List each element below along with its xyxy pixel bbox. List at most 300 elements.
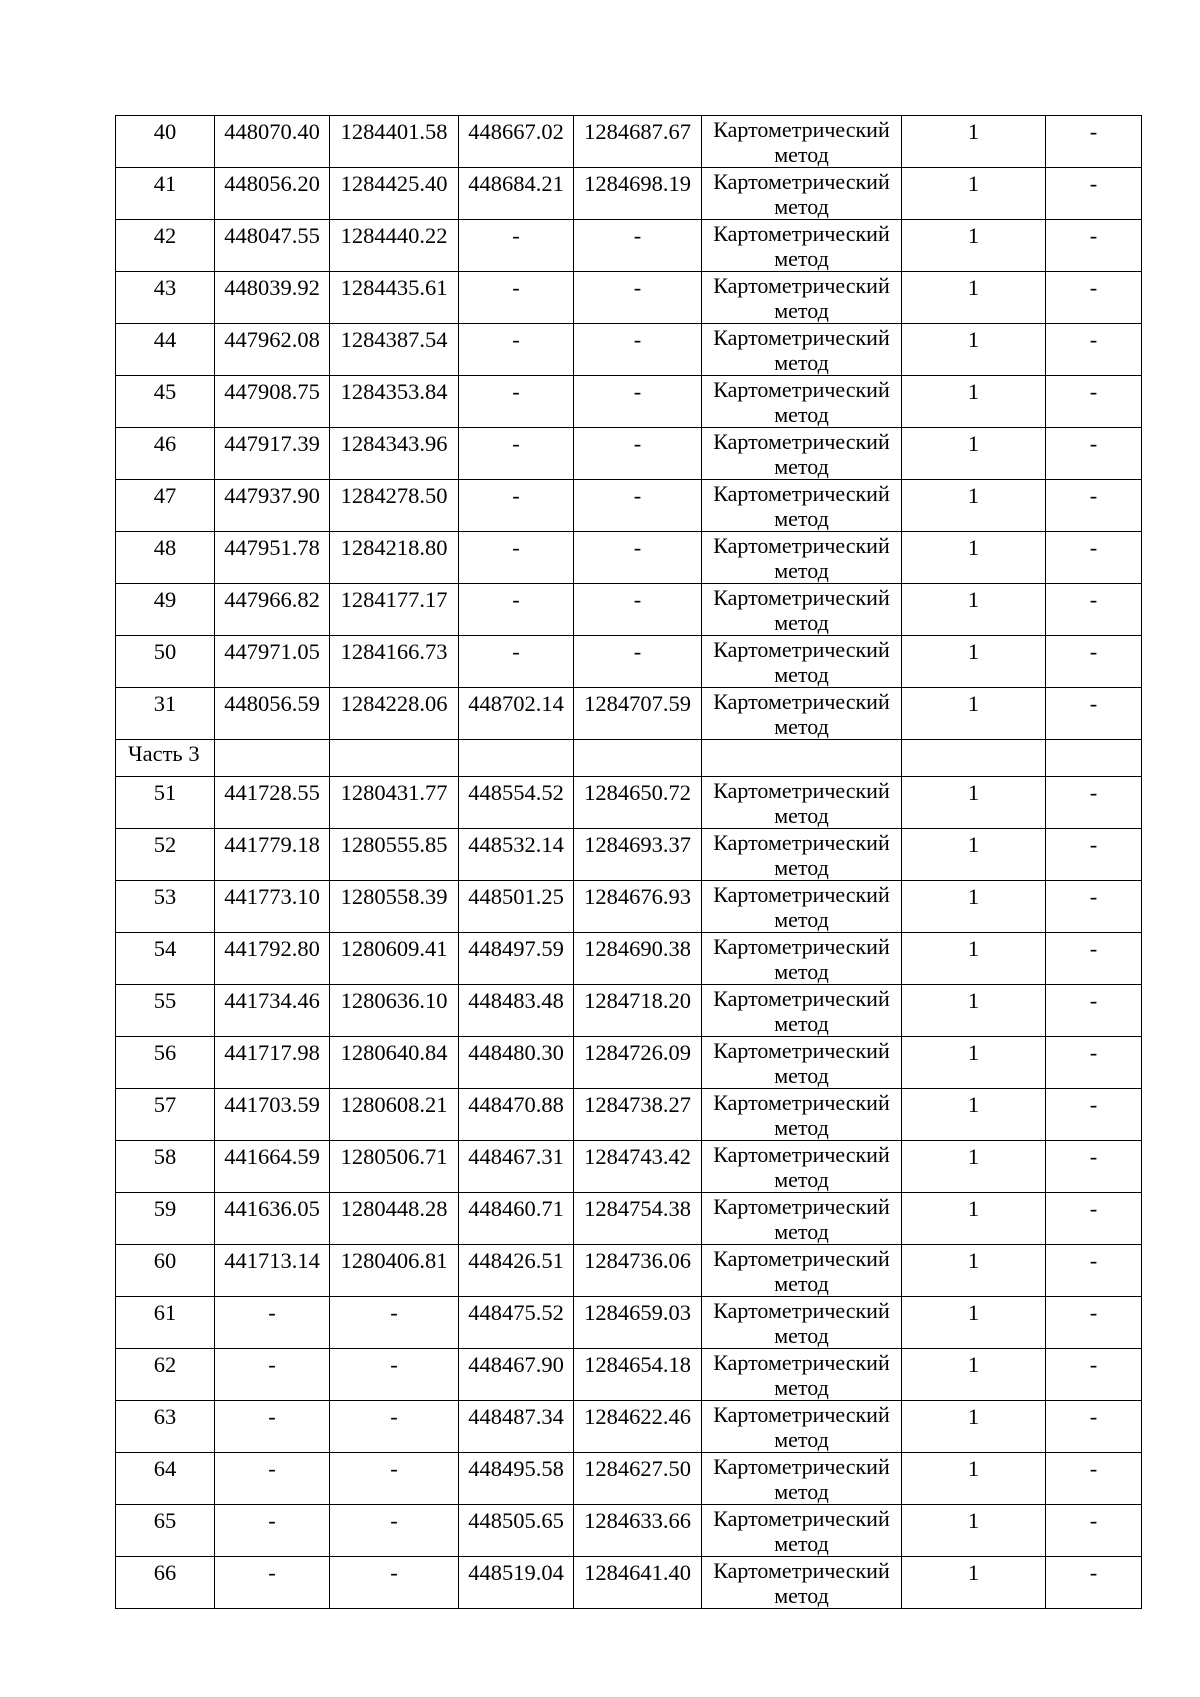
new-x-cell: 448480.30	[459, 1037, 574, 1089]
method-cell	[702, 1089, 902, 1141]
method-line-2: метод	[774, 959, 829, 984]
method-line-2: метод	[774, 298, 829, 323]
new-y-cell: 1284698.19	[574, 168, 702, 220]
table-row	[116, 1297, 1142, 1349]
table-row	[116, 1453, 1142, 1505]
empty-cell	[902, 740, 1046, 777]
note-cell: -	[1046, 636, 1142, 688]
accuracy-cell: 1	[902, 1453, 1046, 1505]
existing-x-cell: 448039.92	[215, 272, 330, 324]
existing-x-cell: 441792.80	[215, 933, 330, 985]
method-line-2: метод	[774, 610, 829, 635]
existing-x-cell: 448047.55	[215, 220, 330, 272]
note-cell: -	[1046, 428, 1142, 480]
accuracy-cell: 1	[902, 1349, 1046, 1401]
existing-y-cell: 1280448.28	[330, 1193, 459, 1245]
method-cell	[702, 1193, 902, 1245]
new-y-cell: 1284641.40	[574, 1557, 702, 1609]
existing-y-cell: 1280636.10	[330, 985, 459, 1037]
accuracy-cell: 1	[902, 532, 1046, 584]
table-row	[116, 584, 1142, 636]
method-line-1: Картометрический	[713, 481, 890, 506]
method-line-1: Картометрический	[713, 1142, 890, 1167]
method-line-1: Картометрический	[713, 377, 890, 402]
method-line-1: Картометрический	[713, 221, 890, 246]
existing-y-cell: -	[330, 1349, 459, 1401]
existing-y-cell: -	[330, 1401, 459, 1453]
accuracy-cell: 1	[902, 272, 1046, 324]
new-x-cell: 448483.48	[459, 985, 574, 1037]
table-row	[116, 829, 1142, 881]
new-y-cell: -	[574, 532, 702, 584]
table-body	[116, 116, 1142, 1609]
point-number-cell: 31	[116, 688, 215, 740]
accuracy-cell: 1	[902, 376, 1046, 428]
table-row	[116, 1037, 1142, 1089]
method-cell	[702, 829, 902, 881]
method-line-2: метод	[774, 194, 829, 219]
accuracy-cell: 1	[902, 985, 1046, 1037]
table-row	[116, 1141, 1142, 1193]
new-x-cell: 448460.71	[459, 1193, 574, 1245]
method-cell	[702, 220, 902, 272]
table-row	[116, 428, 1142, 480]
section-label: Часть 3	[116, 740, 215, 777]
point-number-cell: 40	[116, 116, 215, 168]
existing-x-cell: 447917.39	[215, 428, 330, 480]
method-line-1: Картометрический	[713, 429, 890, 454]
note-cell: -	[1046, 1245, 1142, 1297]
empty-cell	[1046, 740, 1142, 777]
method-line-2: метод	[774, 1011, 829, 1036]
new-x-cell: -	[459, 220, 574, 272]
existing-y-cell: 1284218.80	[330, 532, 459, 584]
method-cell	[702, 168, 902, 220]
existing-x-cell: 448070.40	[215, 116, 330, 168]
table-row	[116, 1505, 1142, 1557]
accuracy-cell: 1	[902, 1401, 1046, 1453]
method-cell	[702, 1349, 902, 1401]
new-x-cell: 448532.14	[459, 829, 574, 881]
point-number-cell: 56	[116, 1037, 215, 1089]
method-line-1: Картометрический	[713, 1194, 890, 1219]
new-y-cell: 1284738.27	[574, 1089, 702, 1141]
new-x-cell: -	[459, 428, 574, 480]
empty-cell	[330, 740, 459, 777]
note-cell: -	[1046, 1557, 1142, 1609]
new-x-cell: -	[459, 376, 574, 428]
existing-y-cell: -	[330, 1297, 459, 1349]
note-cell: -	[1046, 532, 1142, 584]
method-cell	[702, 116, 902, 168]
point-number-cell: 54	[116, 933, 215, 985]
new-y-cell: 1284690.38	[574, 933, 702, 985]
method-line-2: метод	[774, 1167, 829, 1192]
new-x-cell: 448497.59	[459, 933, 574, 985]
method-line-1: Картометрический	[713, 1298, 890, 1323]
table-row	[116, 636, 1142, 688]
existing-x-cell: 441779.18	[215, 829, 330, 881]
empty-cell	[574, 740, 702, 777]
new-x-cell: 448470.88	[459, 1089, 574, 1141]
method-cell	[702, 985, 902, 1037]
new-x-cell: 448667.02	[459, 116, 574, 168]
method-cell	[702, 688, 902, 740]
note-cell: -	[1046, 985, 1142, 1037]
point-number-cell: 64	[116, 1453, 215, 1505]
method-cell	[702, 1505, 902, 1557]
new-y-cell: 1284743.42	[574, 1141, 702, 1193]
note-cell: -	[1046, 168, 1142, 220]
note-cell: -	[1046, 933, 1142, 985]
method-cell	[702, 1297, 902, 1349]
existing-x-cell: -	[215, 1453, 330, 1505]
new-y-cell: 1284754.38	[574, 1193, 702, 1245]
accuracy-cell: 1	[902, 1297, 1046, 1349]
method-line-1: Картометрический	[713, 986, 890, 1011]
accuracy-cell: 1	[902, 688, 1046, 740]
note-cell: -	[1046, 220, 1142, 272]
existing-x-cell: 447908.75	[215, 376, 330, 428]
point-number-cell: 41	[116, 168, 215, 220]
existing-y-cell: 1284425.40	[330, 168, 459, 220]
table-row	[116, 272, 1142, 324]
existing-y-cell: 1280431.77	[330, 777, 459, 829]
table-row	[116, 881, 1142, 933]
method-cell	[702, 1245, 902, 1297]
method-line-2: метод	[774, 1531, 829, 1556]
new-y-cell: 1284718.20	[574, 985, 702, 1037]
accuracy-cell: 1	[902, 168, 1046, 220]
table-row	[116, 480, 1142, 532]
existing-x-cell: -	[215, 1349, 330, 1401]
method-line-2: метод	[774, 1063, 829, 1088]
empty-cell	[215, 740, 330, 777]
method-line-1: Картометрический	[713, 778, 890, 803]
method-line-1: Картометрический	[713, 1350, 890, 1375]
method-cell	[702, 1401, 902, 1453]
new-x-cell: 448702.14	[459, 688, 574, 740]
accuracy-cell: 1	[902, 1193, 1046, 1245]
new-x-cell: 448467.90	[459, 1349, 574, 1401]
point-number-cell: 58	[116, 1141, 215, 1193]
existing-x-cell: 447951.78	[215, 532, 330, 584]
method-line-1: Картометрический	[713, 637, 890, 662]
note-cell: -	[1046, 1193, 1142, 1245]
point-number-cell: 50	[116, 636, 215, 688]
new-x-cell: 448519.04	[459, 1557, 574, 1609]
method-line-2: метод	[774, 1323, 829, 1348]
point-number-cell: 61	[116, 1297, 215, 1349]
existing-y-cell: 1284401.58	[330, 116, 459, 168]
accuracy-cell: 1	[902, 480, 1046, 532]
existing-y-cell: 1280608.21	[330, 1089, 459, 1141]
new-x-cell: -	[459, 480, 574, 532]
existing-x-cell: 441713.14	[215, 1245, 330, 1297]
accuracy-cell: 1	[902, 1037, 1046, 1089]
table-row	[116, 985, 1142, 1037]
accuracy-cell: 1	[902, 116, 1046, 168]
method-line-2: метод	[774, 1583, 829, 1608]
new-x-cell: 448487.34	[459, 1401, 574, 1453]
new-y-cell: -	[574, 324, 702, 376]
existing-x-cell: -	[215, 1297, 330, 1349]
existing-x-cell: 441734.46	[215, 985, 330, 1037]
existing-x-cell: -	[215, 1401, 330, 1453]
method-line-1: Картометрический	[713, 830, 890, 855]
new-y-cell: 1284726.09	[574, 1037, 702, 1089]
note-cell: -	[1046, 1401, 1142, 1453]
new-x-cell: -	[459, 584, 574, 636]
method-line-2: метод	[774, 142, 829, 167]
existing-x-cell: -	[215, 1505, 330, 1557]
existing-y-cell: 1280555.85	[330, 829, 459, 881]
method-line-1: Картометрический	[713, 1038, 890, 1063]
point-number-cell: 66	[116, 1557, 215, 1609]
table-row	[116, 324, 1142, 376]
method-line-2: метод	[774, 454, 829, 479]
existing-y-cell: 1284177.17	[330, 584, 459, 636]
new-x-cell: -	[459, 532, 574, 584]
note-cell: -	[1046, 1037, 1142, 1089]
table-row	[116, 933, 1142, 985]
accuracy-cell: 1	[902, 428, 1046, 480]
note-cell: -	[1046, 272, 1142, 324]
method-line-2: метод	[774, 558, 829, 583]
point-number-cell: 48	[116, 532, 215, 584]
existing-y-cell: 1284440.22	[330, 220, 459, 272]
existing-x-cell: 441664.59	[215, 1141, 330, 1193]
method-cell	[702, 428, 902, 480]
method-line-2: метод	[774, 350, 829, 375]
accuracy-cell: 1	[902, 1141, 1046, 1193]
method-line-1: Картометрический	[713, 1246, 890, 1271]
accuracy-cell: 1	[902, 933, 1046, 985]
method-line-1: Картометрический	[713, 1090, 890, 1115]
point-number-cell: 63	[116, 1401, 215, 1453]
accuracy-cell: 1	[902, 1557, 1046, 1609]
note-cell: -	[1046, 881, 1142, 933]
existing-y-cell: 1284343.96	[330, 428, 459, 480]
existing-x-cell: 447962.08	[215, 324, 330, 376]
existing-y-cell: 1280558.39	[330, 881, 459, 933]
existing-y-cell: 1284166.73	[330, 636, 459, 688]
method-line-2: метод	[774, 1479, 829, 1504]
method-cell	[702, 272, 902, 324]
table-row	[116, 1245, 1142, 1297]
new-x-cell: -	[459, 272, 574, 324]
note-cell: -	[1046, 829, 1142, 881]
table-row	[116, 688, 1142, 740]
method-line-2: метод	[774, 803, 829, 828]
existing-y-cell: 1280609.41	[330, 933, 459, 985]
method-line-1: Картометрический	[713, 934, 890, 959]
method-line-1: Картометрический	[713, 169, 890, 194]
existing-y-cell: 1284228.06	[330, 688, 459, 740]
method-cell	[702, 1037, 902, 1089]
empty-cell	[459, 740, 574, 777]
method-line-1: Картометрический	[713, 1402, 890, 1427]
method-line-1: Картометрический	[713, 1558, 890, 1583]
accuracy-cell: 1	[902, 636, 1046, 688]
table-row	[116, 1349, 1142, 1401]
method-cell	[702, 933, 902, 985]
accuracy-cell: 1	[902, 220, 1046, 272]
method-cell	[702, 1141, 902, 1193]
method-line-1: Картометрический	[713, 882, 890, 907]
note-cell: -	[1046, 1453, 1142, 1505]
new-y-cell: -	[574, 376, 702, 428]
point-number-cell: 57	[116, 1089, 215, 1141]
new-y-cell: -	[574, 272, 702, 324]
note-cell: -	[1046, 324, 1142, 376]
new-x-cell: 448495.58	[459, 1453, 574, 1505]
existing-x-cell: 447966.82	[215, 584, 330, 636]
section-row	[116, 740, 1142, 777]
new-y-cell: -	[574, 428, 702, 480]
accuracy-cell: 1	[902, 1505, 1046, 1557]
new-y-cell: 1284633.66	[574, 1505, 702, 1557]
method-line-1: Картометрический	[713, 1454, 890, 1479]
accuracy-cell: 1	[902, 881, 1046, 933]
method-line-1: Картометрический	[713, 273, 890, 298]
existing-y-cell: -	[330, 1557, 459, 1609]
method-line-2: метод	[774, 855, 829, 880]
existing-x-cell: 441703.59	[215, 1089, 330, 1141]
note-cell: -	[1046, 1141, 1142, 1193]
table-row	[116, 376, 1142, 428]
method-line-1: Картометрический	[713, 117, 890, 142]
point-number-cell: 55	[116, 985, 215, 1037]
point-number-cell: 44	[116, 324, 215, 376]
new-y-cell: 1284654.18	[574, 1349, 702, 1401]
method-line-2: метод	[774, 506, 829, 531]
point-number-cell: 46	[116, 428, 215, 480]
new-x-cell: 448426.51	[459, 1245, 574, 1297]
table-row	[116, 1089, 1142, 1141]
table-row	[116, 777, 1142, 829]
table-row	[116, 220, 1142, 272]
method-line-1: Картометрический	[713, 1506, 890, 1531]
method-line-2: метод	[774, 662, 829, 687]
existing-x-cell: 441773.10	[215, 881, 330, 933]
method-line-2: метод	[774, 246, 829, 271]
existing-y-cell: 1284387.54	[330, 324, 459, 376]
note-cell: -	[1046, 584, 1142, 636]
accuracy-cell: 1	[902, 1089, 1046, 1141]
new-y-cell: 1284687.67	[574, 116, 702, 168]
new-y-cell: 1284659.03	[574, 1297, 702, 1349]
point-number-cell: 47	[116, 480, 215, 532]
existing-x-cell: 448056.59	[215, 688, 330, 740]
existing-x-cell: 441728.55	[215, 777, 330, 829]
table-row	[116, 168, 1142, 220]
method-line-2: метод	[774, 1427, 829, 1452]
new-x-cell: 448684.21	[459, 168, 574, 220]
method-cell	[702, 881, 902, 933]
existing-x-cell: 441636.05	[215, 1193, 330, 1245]
table-row	[116, 1401, 1142, 1453]
note-cell: -	[1046, 1297, 1142, 1349]
accuracy-cell: 1	[902, 1245, 1046, 1297]
point-number-cell: 52	[116, 829, 215, 881]
method-line-2: метод	[774, 402, 829, 427]
note-cell: -	[1046, 1349, 1142, 1401]
point-number-cell: 51	[116, 777, 215, 829]
method-cell	[702, 532, 902, 584]
existing-y-cell: 1280506.71	[330, 1141, 459, 1193]
existing-x-cell: 447971.05	[215, 636, 330, 688]
existing-x-cell: 448056.20	[215, 168, 330, 220]
table-row	[116, 1557, 1142, 1609]
method-cell	[702, 1557, 902, 1609]
note-cell: -	[1046, 1505, 1142, 1557]
method-line-1: Картометрический	[713, 533, 890, 558]
point-number-cell: 62	[116, 1349, 215, 1401]
note-cell: -	[1046, 116, 1142, 168]
new-y-cell: -	[574, 636, 702, 688]
new-x-cell: 448501.25	[459, 881, 574, 933]
new-x-cell: 448554.52	[459, 777, 574, 829]
point-number-cell: 60	[116, 1245, 215, 1297]
new-x-cell: -	[459, 636, 574, 688]
new-y-cell: 1284650.72	[574, 777, 702, 829]
coordinates-table	[115, 115, 1142, 1609]
point-number-cell: 65	[116, 1505, 215, 1557]
empty-cell	[702, 740, 902, 777]
existing-y-cell: -	[330, 1453, 459, 1505]
new-y-cell: -	[574, 584, 702, 636]
note-cell: -	[1046, 480, 1142, 532]
point-number-cell: 43	[116, 272, 215, 324]
new-x-cell: -	[459, 324, 574, 376]
point-number-cell: 45	[116, 376, 215, 428]
note-cell: -	[1046, 777, 1142, 829]
point-number-cell: 59	[116, 1193, 215, 1245]
new-y-cell: 1284622.46	[574, 1401, 702, 1453]
method-cell	[702, 584, 902, 636]
new-y-cell: 1284627.50	[574, 1453, 702, 1505]
existing-y-cell: 1280640.84	[330, 1037, 459, 1089]
method-line-1: Картометрический	[713, 585, 890, 610]
method-cell	[702, 777, 902, 829]
method-line-2: метод	[774, 1271, 829, 1296]
new-y-cell: 1284693.37	[574, 829, 702, 881]
method-cell	[702, 324, 902, 376]
existing-y-cell: 1280406.81	[330, 1245, 459, 1297]
method-cell	[702, 1453, 902, 1505]
method-cell	[702, 636, 902, 688]
method-line-2: метод	[774, 1219, 829, 1244]
note-cell: -	[1046, 688, 1142, 740]
existing-y-cell: 1284435.61	[330, 272, 459, 324]
method-cell	[702, 376, 902, 428]
new-y-cell: -	[574, 480, 702, 532]
new-x-cell: 448505.65	[459, 1505, 574, 1557]
new-y-cell: 1284707.59	[574, 688, 702, 740]
accuracy-cell: 1	[902, 584, 1046, 636]
accuracy-cell: 1	[902, 829, 1046, 881]
point-number-cell: 42	[116, 220, 215, 272]
new-y-cell: 1284736.06	[574, 1245, 702, 1297]
note-cell: -	[1046, 1089, 1142, 1141]
method-line-2: метод	[774, 1115, 829, 1140]
table-row	[116, 1193, 1142, 1245]
existing-y-cell: 1284278.50	[330, 480, 459, 532]
existing-x-cell: -	[215, 1557, 330, 1609]
existing-y-cell: 1284353.84	[330, 376, 459, 428]
new-y-cell: -	[574, 220, 702, 272]
